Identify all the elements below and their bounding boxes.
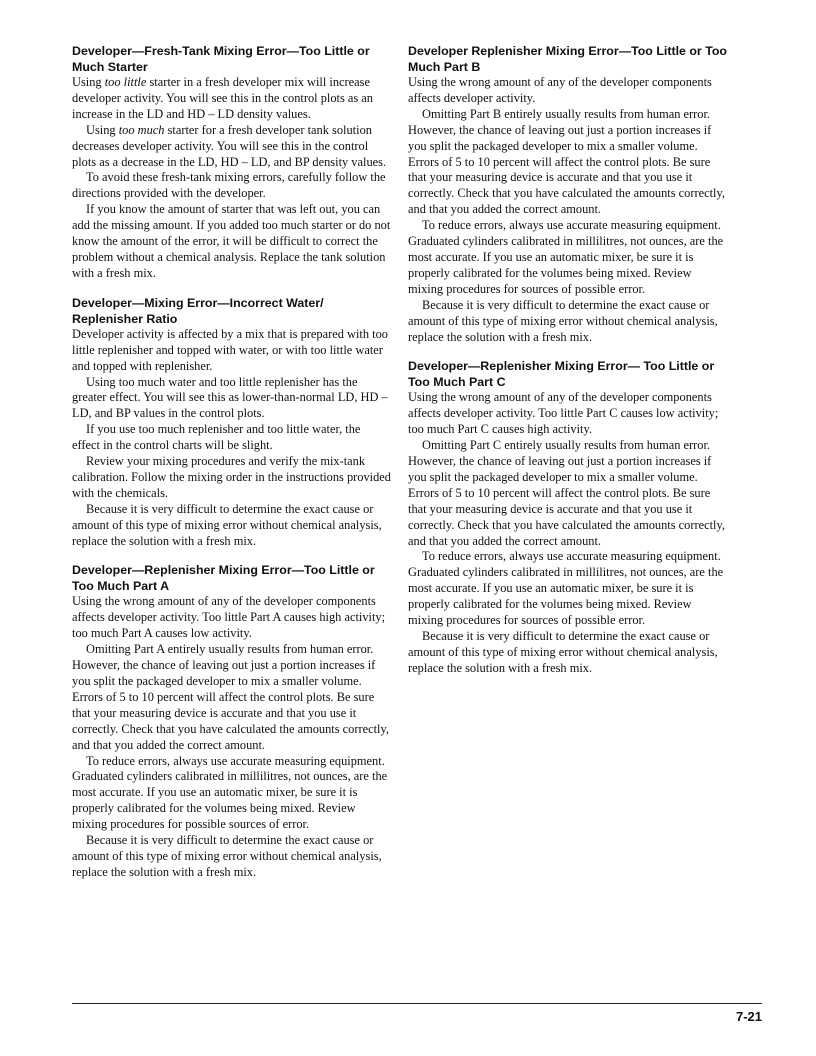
section-part-b xyxy=(408,43,727,345)
left-column xyxy=(72,43,391,881)
page-number: 7-21 xyxy=(735,1009,762,1024)
paragraph: Because it is very difficult to determine the exact cause or amount of this type of mixing error without chemical analysis, replace the solution with a fresh mix. xyxy=(72,501,382,548)
paragraph: Using too little starter in a fresh developer mix will increase developer activity. You will see this in the control plots as an increase in the LD and HD – LD density values. xyxy=(72,75,373,121)
paragraph: If you know the amount of starter that was left out, you can add the missing amount. If you added too much starter or do not know the amount of the error, it will be difficult to correct the problem without a chemical analysis. Replace the tank solution with a fresh mix. xyxy=(72,202,391,280)
paragraph: Because it is very difficult to determine the exact cause or amount of this type of mixing error without chemical analysis, replace the solution with a fresh mix. xyxy=(408,297,718,344)
section-heading: Developer Replenisher Mixing Error—Too Little or Too Much Part B xyxy=(408,44,727,74)
paragraph: Using the wrong amount of any of the developer components affects developer activity. Too little Part A causes high activity; too much Part A causes low activity. xyxy=(72,594,386,641)
paragraph: If you use too much replenisher and too little water, the effect in the control charts will be slight. xyxy=(72,422,361,453)
paragraph: Omitting Part A entirely usually results from human error. However, the chance of leaving out just a portion increases if you split the packaged developer to mix a smaller volume. Errors of 5 to 10 percent will affect the control plots. Be sure that your measuring device is accurate and that you use it correctly. Check that you have calculated the amounts correctly, and that you added the correct amount. xyxy=(72,642,389,752)
section-heading: Developer—Replenisher Mixing Error— Too Little or Too Much Part C xyxy=(408,359,715,390)
section-part-a xyxy=(72,562,391,880)
section-heading: Developer—Replenisher Mixing Error—Too Little or Too Much Part A xyxy=(72,563,375,594)
paragraph: Using the wrong amount of any of the developer components affects developer activity. Too little Part C causes low activity; too much Part C causes high activity. xyxy=(408,390,719,437)
section-fresh-tank-starter xyxy=(72,43,391,282)
paragraph: Because it is very difficult to determine the exact cause or amount of this type of mixing error without chemical analysis, replace the solution with a fresh mix. xyxy=(408,629,718,675)
paragraph: Omitting Part B entirely usually results from human error. However, the chance of leaving out just a portion increases if you split the packaged developer to mix a smaller volume. Errors of 5 to 10 percent will affect the control plots. Be sure that your measuring device is accurate and that you use it correctly. Check that you have calculated the amounts correctly, and that you added the correct amount. xyxy=(408,106,725,217)
paragraph: To reduce errors, always use accurate measuring equipment. Graduated cylinders calibrated in millilitres, not ounces, are the most accurate. If you use an automatic mixer, be sure it is properly calibrated for the volumes being mixed. Review mixing procedures for sources of possible error. xyxy=(408,549,724,628)
paragraph: Using too much water and too little replenisher has the greater effect. You will see this as lower-than-normal LD, HD – LD, and BP values in the control plots. xyxy=(72,374,388,421)
section-water-replenisher-ratio xyxy=(72,295,391,550)
footer-rule xyxy=(72,1003,762,1004)
paragraph: Using too much starter for a fresh developer tank solution decreases developer activity. You will see this in the control plots as a decrease in the LD, HD – LD, and BP density values. xyxy=(72,122,387,169)
paragraph: To avoid these fresh-tank mixing errors, carefully follow the directions provided with the developer. xyxy=(72,170,386,201)
section-heading: Developer—Mixing Error—Incorrect Water/ Replenisher Ratio xyxy=(72,295,324,326)
section-heading: Developer—Fresh-Tank Mixing Error—Too Little or Much Starter xyxy=(72,44,370,74)
right-column xyxy=(408,43,727,677)
paragraph: Developer activity is affected by a mix that is prepared with too little replenisher and topped with water, or with too little water and topped with replenisher. xyxy=(72,326,388,373)
emphasis-text: too much xyxy=(118,122,165,137)
paragraph: Using the wrong amount of any of the developer components affects developer activity. xyxy=(408,75,712,105)
paragraph: To reduce errors, always use accurate measuring equipment. Graduated cylinders calibrated in millilitres, not ounces, are the most accurate. If you use an automatic mixer, be sure it is properly calibrated for the volumes being mixed. Review mixing procedures for sources of possible error. xyxy=(408,218,724,296)
paragraph: Because it is very difficult to determine the exact cause or amount of this type of mixing error without chemical analysis, replace the solution with a fresh mix. xyxy=(72,833,382,879)
paragraph: Omitting Part C entirely usually results from human error. However, the chance of leaving out just a portion increases if you split the packaged developer to mix a smaller volume. Errors of 5 to 10 percent will affect the control plots. Be sure that your measuring device is accurate and that you use it correctly. Check that you have calculated the amounts correctly, and that you added the correct amount. xyxy=(408,438,725,548)
emphasis-text: too little xyxy=(104,75,147,89)
paragraph: To reduce errors, always use accurate measuring equipment. Graduated cylinders calibrated in millilitres, not ounces, are the most accurate. If you use an automatic mixer, be sure it is properly calibrated for the volumes being mixed. Review mixing procedures for possible sources of error. xyxy=(72,753,388,832)
section-part-c xyxy=(408,358,727,676)
paragraph: Review your mixing procedures and verify the mix-tank calibration. Follow the mixing order in the instructions provided with the chemicals. xyxy=(72,454,392,500)
